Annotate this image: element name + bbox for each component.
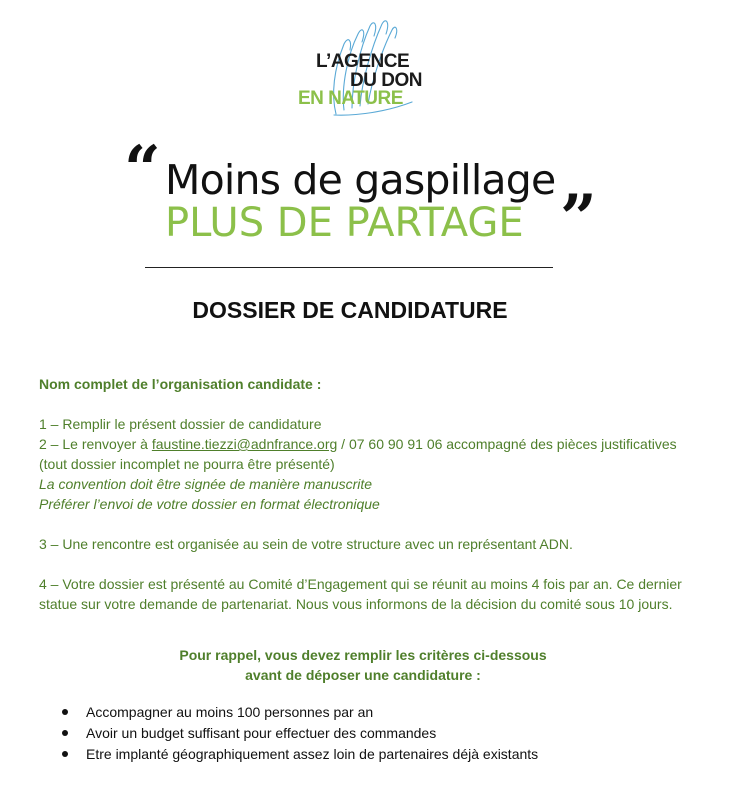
bullet-icon <box>62 709 68 715</box>
email-link[interactable]: faustine.tiezzi@adnfrance.org <box>151 436 338 452</box>
adn-logo <box>296 14 446 116</box>
step-4-line-1: 4 – Votre dossier est présenté au Comité d’Engagement qui se réunit au moins 4 fois par an. Ce dernier <box>39 576 682 592</box>
org-name-label: Nom complet de l’organisation candidate : <box>39 376 322 392</box>
criteria-item <box>62 723 538 744</box>
criteria-list <box>62 702 538 765</box>
step-1: 1 – Remplir le présent dossier de candidature <box>39 416 322 432</box>
bullet-icon <box>62 730 68 736</box>
bullet-icon <box>62 751 68 757</box>
logo-line-3: EN NATURE <box>298 88 403 109</box>
criteria-text: Avoir un budget suffisant pour effectuer des commandes <box>86 725 437 741</box>
slogan-line-1: Moins de gaspillage <box>165 156 556 204</box>
step-4-line-2: statue sur votre demande de partenariat. Nous vous informons de la décision du comité sous 10 jours. <box>39 596 673 612</box>
step-3: 3 – Une rencontre est organisée au sein de votre structure avec un représentant ADN. <box>39 536 573 552</box>
step-2-suffix: / 07 60 90 91 06 accompagné des pièces justificatives <box>337 436 677 452</box>
step-2-prefix: 2 – Le renvoyer à <box>39 436 152 452</box>
reminder-line-2: avant de déposer une candidature : <box>245 667 481 683</box>
criteria-text: Etre implanté géographiquement assez loin de partenaires déjà existants <box>86 746 539 762</box>
slogan-line-2: PLUS DE PARTAGE <box>165 200 524 246</box>
step-2-note: (tout dossier incomplet ne pourra être présenté) <box>39 456 335 472</box>
signature-note: La convention doit être signée de manière manuscrite <box>39 476 373 492</box>
reminder-heading <box>0 645 726 685</box>
logo-line-2: DU DON <box>350 70 422 91</box>
divider <box>145 267 553 268</box>
criteria-item <box>62 744 538 765</box>
close-quote: ” <box>560 181 597 256</box>
criteria-item <box>62 702 538 723</box>
page-title: DOSSIER DE CANDIDATURE <box>192 297 508 323</box>
criteria-text: Accompagner au moins 100 personnes par an <box>86 704 374 720</box>
logo-line-1: L’AGENCE <box>316 51 410 72</box>
format-note: Préférer l’envoi de votre dossier en format électronique <box>39 496 380 512</box>
step-2 <box>39 434 677 454</box>
open-quote: “ <box>124 132 161 207</box>
reminder-line-1: Pour rappel, vous devez remplir les critères ci-dessous <box>179 647 547 663</box>
